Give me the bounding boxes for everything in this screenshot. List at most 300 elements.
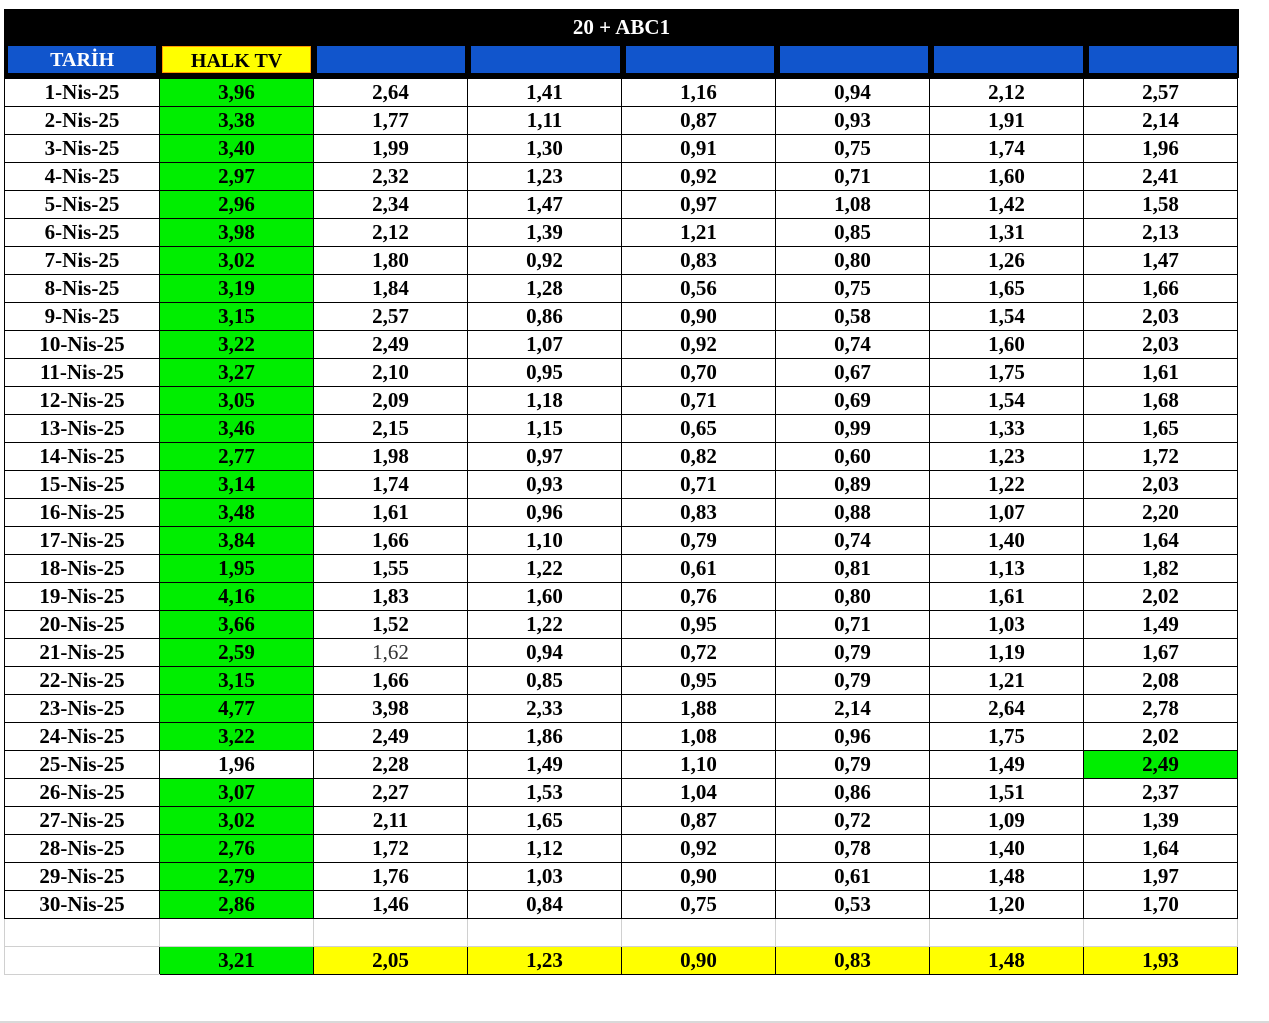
date-cell: 22-Nis-25 — [5, 667, 160, 695]
channel-value: 0,95 — [622, 611, 776, 639]
channel-value: 1,54 — [930, 387, 1084, 415]
channel-value: 0,53 — [776, 891, 930, 919]
date-cell: 5-Nis-25 — [5, 191, 160, 219]
channel-value: 1,51 — [930, 779, 1084, 807]
halk-tv-value: 3,84 — [160, 527, 314, 555]
channel-value: 1,42 — [930, 191, 1084, 219]
table-row — [5, 723, 1238, 751]
halk-tv-value: 2,79 — [160, 863, 314, 891]
table-row — [5, 891, 1238, 919]
empty-cell — [1084, 919, 1238, 947]
channel-value: 0,75 — [776, 275, 930, 303]
channel-value: 0,61 — [776, 863, 930, 891]
halk-tv-value: 3,14 — [160, 471, 314, 499]
channel-value: 2,08 — [1084, 667, 1238, 695]
channel-value: 1,91 — [930, 107, 1084, 135]
channel-value: 0,97 — [468, 443, 622, 471]
channel-value: 1,49 — [1084, 611, 1238, 639]
channel-value: 1,99 — [314, 135, 468, 163]
empty-cell — [776, 919, 930, 947]
channel-value: 0,90 — [622, 863, 776, 891]
channel-value: 2,20 — [1084, 499, 1238, 527]
channel-value: 1,65 — [468, 807, 622, 835]
channel-value: 1,31 — [930, 219, 1084, 247]
table-row — [5, 779, 1238, 807]
empty-cell — [930, 919, 1084, 947]
channel-average: 2,05 — [314, 947, 468, 975]
channel-value: 1,62 — [314, 639, 468, 667]
channel-value: 1,11 — [468, 107, 622, 135]
channel-value: 1,61 — [1084, 359, 1238, 387]
channel-value: 2,33 — [468, 695, 622, 723]
channel-average: 1,48 — [930, 947, 1084, 975]
channel-value: 0,71 — [622, 387, 776, 415]
channel-value: 1,64 — [1084, 835, 1238, 863]
channel-value: 2,37 — [1084, 779, 1238, 807]
channel-value: 1,55 — [314, 555, 468, 583]
halk-tv-value: 3,98 — [160, 219, 314, 247]
channel-value: 0,79 — [776, 639, 930, 667]
channel-value: 2,49 — [314, 723, 468, 751]
channel-value: 1,40 — [930, 527, 1084, 555]
channel-value: 2,12 — [930, 79, 1084, 107]
channel-value: 1,96 — [1084, 135, 1238, 163]
halk-tv-value: 3,22 — [160, 723, 314, 751]
channel-value: 2,49 — [314, 331, 468, 359]
header-date: TARİH — [8, 46, 156, 73]
channel-value: 2,12 — [314, 219, 468, 247]
table-row — [5, 191, 1238, 219]
ratings-table — [4, 78, 1238, 975]
channel-value: 1,22 — [468, 555, 622, 583]
date-cell: 24-Nis-25 — [5, 723, 160, 751]
table-row — [5, 751, 1238, 779]
channel-value: 1,03 — [468, 863, 622, 891]
channel-value: 1,72 — [1084, 443, 1238, 471]
channel-value: 0,75 — [622, 891, 776, 919]
channel-value: 0,88 — [776, 499, 930, 527]
channel-value: 1,60 — [468, 583, 622, 611]
table-row — [5, 471, 1238, 499]
channel-value: 1,39 — [1084, 807, 1238, 835]
empty-cell — [5, 919, 160, 947]
table-row — [5, 667, 1238, 695]
channel-value: 0,82 — [622, 443, 776, 471]
channel-value: 0,85 — [776, 219, 930, 247]
channel-value: 0,67 — [776, 359, 930, 387]
channel-value: 1,23 — [930, 443, 1084, 471]
halk-tv-value: 4,77 — [160, 695, 314, 723]
channel-value: 1,75 — [930, 359, 1084, 387]
channel-value: 2,11 — [314, 807, 468, 835]
channel-value: 0,70 — [622, 359, 776, 387]
spreadsheet — [4, 9, 1239, 975]
channel-value: 1,22 — [930, 471, 1084, 499]
halk-tv-value: 3,40 — [160, 135, 314, 163]
empty-cell — [468, 919, 622, 947]
channel-value: 0,79 — [776, 667, 930, 695]
channel-value: 1,10 — [622, 751, 776, 779]
channel-value: 1,66 — [1084, 275, 1238, 303]
channel-value: 0,86 — [468, 303, 622, 331]
date-cell: 4-Nis-25 — [5, 163, 160, 191]
channel-value: 2,14 — [776, 695, 930, 723]
date-cell: 17-Nis-25 — [5, 527, 160, 555]
halk-tv-value: 3,66 — [160, 611, 314, 639]
channel-value: 0,83 — [622, 499, 776, 527]
average-row — [5, 947, 1238, 975]
table-row — [5, 555, 1238, 583]
channel-value: 0,80 — [776, 247, 930, 275]
header-row — [4, 43, 1239, 78]
channel-value: 0,92 — [622, 163, 776, 191]
channel-value: 0,72 — [622, 639, 776, 667]
halk-tv-value: 3,19 — [160, 275, 314, 303]
empty-cell — [5, 947, 160, 975]
channel-value: 1,65 — [1084, 415, 1238, 443]
halk-tv-value: 3,02 — [160, 807, 314, 835]
date-cell: 15-Nis-25 — [5, 471, 160, 499]
channel-value: 1,07 — [468, 331, 622, 359]
header-channel-5 — [780, 46, 928, 73]
table-row — [5, 359, 1238, 387]
date-cell: 27-Nis-25 — [5, 807, 160, 835]
channel-value: 1,13 — [930, 555, 1084, 583]
channel-value: 1,61 — [930, 583, 1084, 611]
channel-value: 0,71 — [776, 163, 930, 191]
date-cell: 9-Nis-25 — [5, 303, 160, 331]
channel-value: 0,92 — [622, 331, 776, 359]
halk-tv-value: 3,38 — [160, 107, 314, 135]
date-cell: 20-Nis-25 — [5, 611, 160, 639]
channel-value: 1,75 — [930, 723, 1084, 751]
channel-value: 1,28 — [468, 275, 622, 303]
channel-value: 2,32 — [314, 163, 468, 191]
channel-value: 1,07 — [930, 499, 1084, 527]
halk-tv-value: 4,16 — [160, 583, 314, 611]
channel-value: 0,87 — [622, 107, 776, 135]
channel-value: 0,96 — [468, 499, 622, 527]
channel-value: 1,49 — [930, 751, 1084, 779]
channel-value: 0,79 — [622, 527, 776, 555]
channel-value: 1,82 — [1084, 555, 1238, 583]
channel-value: 0,60 — [776, 443, 930, 471]
channel-value: 1,66 — [314, 527, 468, 555]
channel-value: 3,98 — [314, 695, 468, 723]
channel-average: 0,90 — [622, 947, 776, 975]
empty-cell — [622, 919, 776, 947]
halk-tv-value: 2,77 — [160, 443, 314, 471]
channel-value: 0,71 — [622, 471, 776, 499]
channel-value: 1,21 — [930, 667, 1084, 695]
channel-value: 0,99 — [776, 415, 930, 443]
channel-value: 1,10 — [468, 527, 622, 555]
channel-value: 1,65 — [930, 275, 1084, 303]
halk-tv-value: 3,96 — [160, 79, 314, 107]
channel-value: 1,47 — [468, 191, 622, 219]
date-cell: 29-Nis-25 — [5, 863, 160, 891]
channel-value: 1,67 — [1084, 639, 1238, 667]
channel-value: 0,94 — [468, 639, 622, 667]
table-row — [5, 135, 1238, 163]
halk-tv-value: 3,15 — [160, 667, 314, 695]
header-channel-6 — [934, 46, 1082, 73]
table-row — [5, 527, 1238, 555]
channel-value: 0,69 — [776, 387, 930, 415]
table-row — [5, 583, 1238, 611]
halk-tv-average: 3,21 — [160, 947, 314, 975]
channel-value: 1,64 — [1084, 527, 1238, 555]
channel-value: 0,92 — [468, 247, 622, 275]
channel-value: 1,18 — [468, 387, 622, 415]
channel-value: 0,97 — [622, 191, 776, 219]
table-title: 20 + ABC1 — [4, 9, 1239, 43]
channel-average: 1,93 — [1084, 947, 1238, 975]
channel-value: 2,28 — [314, 751, 468, 779]
channel-value: 1,48 — [930, 863, 1084, 891]
empty-cell — [160, 919, 314, 947]
channel-value: 1,15 — [468, 415, 622, 443]
channel-value: 0,56 — [622, 275, 776, 303]
channel-value: 0,58 — [776, 303, 930, 331]
channel-value: 1,21 — [622, 219, 776, 247]
table-row — [5, 247, 1238, 275]
channel-value: 1,58 — [1084, 191, 1238, 219]
table-row — [5, 275, 1238, 303]
channel-value: 0,96 — [776, 723, 930, 751]
date-cell: 7-Nis-25 — [5, 247, 160, 275]
channel-value: 1,08 — [622, 723, 776, 751]
header-channel-7 — [1089, 46, 1237, 73]
channel-value: 0,74 — [776, 527, 930, 555]
channel-value: 2,41 — [1084, 163, 1238, 191]
channel-value: 0,91 — [622, 135, 776, 163]
channel-value: 1,09 — [930, 807, 1084, 835]
date-cell: 28-Nis-25 — [5, 835, 160, 863]
channel-value: 0,89 — [776, 471, 930, 499]
halk-tv-value: 3,27 — [160, 359, 314, 387]
channel-value: 1,61 — [314, 499, 468, 527]
channel-value: 1,77 — [314, 107, 468, 135]
date-cell: 1-Nis-25 — [5, 79, 160, 107]
table-row — [5, 443, 1238, 471]
channel-value: 1,80 — [314, 247, 468, 275]
channel-value: 1,04 — [622, 779, 776, 807]
channel-value: 1,19 — [930, 639, 1084, 667]
channel-value: 1,72 — [314, 835, 468, 863]
channel-value: 2,10 — [314, 359, 468, 387]
empty-cell — [314, 919, 468, 947]
channel-value: 1,74 — [314, 471, 468, 499]
date-cell: 30-Nis-25 — [5, 891, 160, 919]
channel-value: 2,02 — [1084, 723, 1238, 751]
halk-tv-value: 3,48 — [160, 499, 314, 527]
channel-value: 0,94 — [776, 79, 930, 107]
channel-value: 1,54 — [930, 303, 1084, 331]
channel-value: 0,95 — [468, 359, 622, 387]
channel-value: 1,53 — [468, 779, 622, 807]
channel-value: 0,76 — [622, 583, 776, 611]
channel-value: 0,71 — [776, 611, 930, 639]
channel-value: 1,03 — [930, 611, 1084, 639]
channel-value: 2,03 — [1084, 331, 1238, 359]
channel-value: 1,86 — [468, 723, 622, 751]
channel-average: 0,83 — [776, 947, 930, 975]
channel-value: 1,98 — [314, 443, 468, 471]
halk-tv-value: 3,07 — [160, 779, 314, 807]
date-cell: 14-Nis-25 — [5, 443, 160, 471]
channel-value: 0,87 — [622, 807, 776, 835]
channel-value: 1,47 — [1084, 247, 1238, 275]
date-cell: 21-Nis-25 — [5, 639, 160, 667]
channel-value: 2,57 — [1084, 79, 1238, 107]
channel-value: 1,68 — [1084, 387, 1238, 415]
date-cell: 6-Nis-25 — [5, 219, 160, 247]
channel-value: 0,92 — [622, 835, 776, 863]
date-cell: 12-Nis-25 — [5, 387, 160, 415]
channel-value: 0,75 — [776, 135, 930, 163]
table-row — [5, 303, 1238, 331]
channel-value: 2,34 — [314, 191, 468, 219]
channel-value: 2,03 — [1084, 471, 1238, 499]
table-row — [5, 79, 1238, 107]
table-row — [5, 807, 1238, 835]
header-channel-4 — [626, 46, 774, 73]
channel-value: 0,72 — [776, 807, 930, 835]
channel-value: 0,84 — [468, 891, 622, 919]
header-channel-3 — [471, 46, 619, 73]
channel-value: 1,26 — [930, 247, 1084, 275]
date-cell: 3-Nis-25 — [5, 135, 160, 163]
date-cell: 16-Nis-25 — [5, 499, 160, 527]
channel-value: 2,64 — [314, 79, 468, 107]
table-row — [5, 415, 1238, 443]
halk-tv-value: 2,59 — [160, 639, 314, 667]
table-row — [5, 107, 1238, 135]
date-cell: 8-Nis-25 — [5, 275, 160, 303]
table-row — [5, 219, 1238, 247]
halk-tv-value: 3,02 — [160, 247, 314, 275]
halk-tv-value: 3,05 — [160, 387, 314, 415]
channel-value: 0,79 — [776, 751, 930, 779]
table-row — [5, 387, 1238, 415]
halk-tv-value: 2,86 — [160, 891, 314, 919]
halk-tv-value: 3,15 — [160, 303, 314, 331]
channel-value: 0,86 — [776, 779, 930, 807]
channel-value: 1,83 — [314, 583, 468, 611]
table-row — [5, 499, 1238, 527]
channel-value: 0,80 — [776, 583, 930, 611]
halk-tv-value: 2,76 — [160, 835, 314, 863]
halk-tv-value: 2,97 — [160, 163, 314, 191]
channel-average: 1,23 — [468, 947, 622, 975]
halk-tv-value: 1,95 — [160, 555, 314, 583]
channel-value: 2,14 — [1084, 107, 1238, 135]
channel-value: 0,93 — [468, 471, 622, 499]
table-row — [5, 863, 1238, 891]
channel-value: 1,76 — [314, 863, 468, 891]
date-cell: 25-Nis-25 — [5, 751, 160, 779]
channel-value: 1,30 — [468, 135, 622, 163]
channel-value: 1,60 — [930, 163, 1084, 191]
date-cell: 10-Nis-25 — [5, 331, 160, 359]
halk-tv-value: 1,96 — [160, 751, 314, 779]
channel-value: 1,08 — [776, 191, 930, 219]
channel-value: 1,23 — [468, 163, 622, 191]
channel-value: 0,85 — [468, 667, 622, 695]
halk-tv-value: 3,22 — [160, 331, 314, 359]
channel-value: 1,49 — [468, 751, 622, 779]
channel-value: 2,64 — [930, 695, 1084, 723]
channel-value: 2,03 — [1084, 303, 1238, 331]
channel-value: 2,57 — [314, 303, 468, 331]
channel-value: 2,09 — [314, 387, 468, 415]
channel-value: 1,33 — [930, 415, 1084, 443]
channel-value: 1,16 — [622, 79, 776, 107]
table-row — [5, 639, 1238, 667]
channel-value: 2,78 — [1084, 695, 1238, 723]
channel-value: 0,95 — [622, 667, 776, 695]
channel-value: 1,97 — [1084, 863, 1238, 891]
table-row — [5, 611, 1238, 639]
channel-value: 2,13 — [1084, 219, 1238, 247]
channel-value: 1,46 — [314, 891, 468, 919]
channel-value: 1,12 — [468, 835, 622, 863]
table-row — [5, 835, 1238, 863]
table-row — [5, 331, 1238, 359]
channel-value: 0,83 — [622, 247, 776, 275]
channel-value: 0,78 — [776, 835, 930, 863]
header-channel-2 — [317, 46, 465, 73]
channel-value: 2,27 — [314, 779, 468, 807]
channel-value: 1,60 — [930, 331, 1084, 359]
channel-value: 0,61 — [622, 555, 776, 583]
channel-value: 0,65 — [622, 415, 776, 443]
channel-value: 2,49 — [1084, 751, 1238, 779]
date-cell: 11-Nis-25 — [5, 359, 160, 387]
date-cell: 23-Nis-25 — [5, 695, 160, 723]
channel-value: 1,52 — [314, 611, 468, 639]
channel-value: 2,15 — [314, 415, 468, 443]
channel-value: 1,70 — [1084, 891, 1238, 919]
date-cell: 2-Nis-25 — [5, 107, 160, 135]
channel-value: 0,93 — [776, 107, 930, 135]
channel-value: 0,81 — [776, 555, 930, 583]
channel-value: 1,39 — [468, 219, 622, 247]
halk-tv-value: 3,46 — [160, 415, 314, 443]
date-cell: 18-Nis-25 — [5, 555, 160, 583]
spacer-row — [5, 919, 1238, 947]
date-cell: 19-Nis-25 — [5, 583, 160, 611]
channel-value: 0,74 — [776, 331, 930, 359]
channel-value: 1,74 — [930, 135, 1084, 163]
channel-value: 1,20 — [930, 891, 1084, 919]
channel-value: 0,90 — [622, 303, 776, 331]
channel-value: 1,88 — [622, 695, 776, 723]
halk-tv-value: 2,96 — [160, 191, 314, 219]
channel-value: 1,40 — [930, 835, 1084, 863]
channel-value: 1,84 — [314, 275, 468, 303]
date-cell: 26-Nis-25 — [5, 779, 160, 807]
table-row — [5, 695, 1238, 723]
channel-value: 1,41 — [468, 79, 622, 107]
header-halk-tv: HALK TV — [162, 46, 310, 73]
channel-value: 1,22 — [468, 611, 622, 639]
channel-value: 2,02 — [1084, 583, 1238, 611]
channel-value: 1,66 — [314, 667, 468, 695]
table-row — [5, 163, 1238, 191]
date-cell: 13-Nis-25 — [5, 415, 160, 443]
